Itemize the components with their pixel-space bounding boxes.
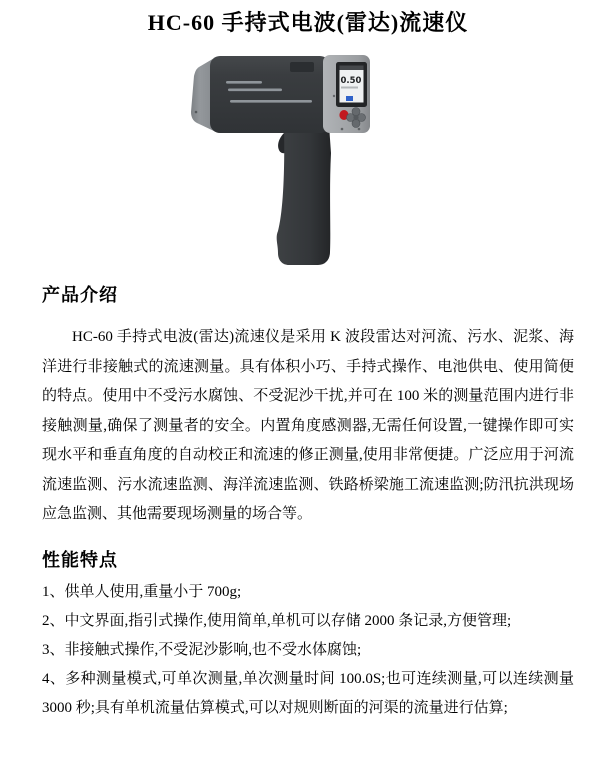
radar-gun-illustration — [190, 55, 376, 267]
feature-item: 2、中文界面,指引式操作,使用简单,单机可以存储 2000 条记录,方便管理; — [42, 612, 512, 629]
product-photo — [42, 55, 574, 267]
feature-item: 3、非接触式操作,不受泥沙影响,也不受水体腐蚀; — [42, 641, 362, 658]
document-page — [0, 8, 613, 758]
screen-menu-highlight — [346, 96, 353, 101]
panel-screw — [358, 128, 361, 131]
handle-grip — [277, 123, 331, 265]
feature-item: 4、多种测量模式,可单次测量,单次测量时间 100.0S;也可连续测量,可以连续测量 3000 秒;具有单机流量估算模式,可以对规则断面的河渠的流量进行估算; — [42, 670, 574, 716]
vent-line — [230, 100, 312, 103]
feature-item: 1、供单人使用,重量小于 700g; — [42, 583, 242, 600]
page-title: HC-60 手持式电波(雷达)流速仪 — [147, 10, 469, 35]
nose-screw — [195, 111, 198, 114]
intro-paragraph: HC-60 手持式电波(雷达)流速仪是采用 K 波段雷达对河流、污水、泥浆、海洋进行非接触式的流速测量。具有体积小巧、手持式操作、电池供电、使用简便的特点。使用中不受污水腐蚀、不受泥沙干扰,并可在 100 米的测量范围内进行非接触测量,确保了测量者的安全。内置角度感测器,无需任何设置,一键操作即可实现水平和垂直角度的自动校正和流速的修正测量,使用非常便捷。广泛应用于河流流速监测、污水流速监测、海洋流速监测、铁路桥梁施工流速监测;防汛抗洪现场应急监测、其他需要现场测量的场合等。 — [42, 329, 574, 522]
screen-caption-line — [341, 87, 358, 89]
vent-line — [228, 89, 282, 92]
intro-section-heading: 产品介绍 — [42, 285, 118, 305]
feature-list — [42, 578, 574, 723]
panel-screw — [333, 95, 335, 97]
vent-line — [226, 81, 262, 84]
screen-velocity-readout: 0.50 — [340, 76, 362, 86]
body-top-port — [290, 62, 314, 72]
panel-screw — [341, 128, 344, 131]
features-section-heading: 性能特点 — [42, 549, 118, 570]
screen-status-bar — [340, 66, 364, 71]
